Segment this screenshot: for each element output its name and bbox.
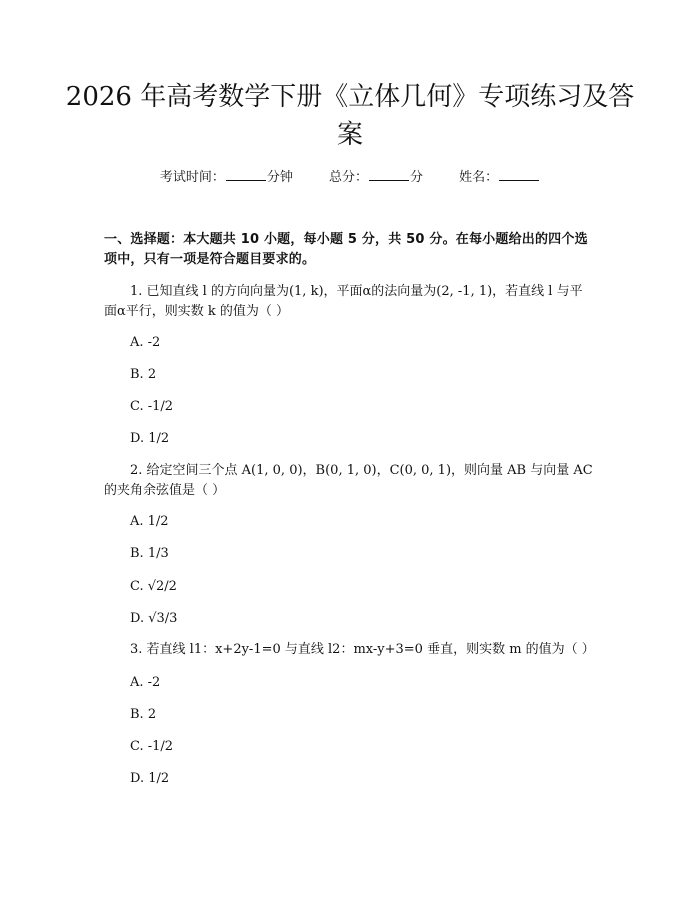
- question-2-option-c: C. √2/2: [130, 579, 177, 594]
- exam-info-row: [0, 168, 700, 188]
- question-3-option-d: D. 1/2: [130, 771, 170, 786]
- exam-time-blank: [226, 168, 266, 181]
- question-2-option-d: D. √3/3: [130, 611, 178, 626]
- question-3-option-a: A. -2: [130, 675, 161, 690]
- question-1-option-a: A. -2: [130, 335, 161, 350]
- exam-time-label: 考试时间：: [159, 170, 225, 185]
- question-1-text: 1. 已知直线 l 的方向向量为(1, k)，平面α的法向量为(2, -1, 1)，若直线 l 与平面α平行，则实数 k 的值为（ ）: [104, 284, 583, 319]
- student-name-label: 姓名：: [459, 170, 499, 185]
- total-score-blank: [369, 168, 409, 181]
- question-3-text: 3. 若直线 l1：x+2y-1=0 与直线 l2：mx-y+3=0 垂直，则实数 m 的值为（ ）: [130, 642, 595, 657]
- question-3-option-b: B. 2: [130, 707, 157, 722]
- exam-time-field: [160, 168, 293, 188]
- question-2-text: 2. 给定空间三个点 A(1, 0, 0)，B(0, 1, 0)，C(0, 0, 1)，则向量 AB 与向量 AC 的夹角余弦值是（ ）: [104, 463, 593, 498]
- question-2-option-b: B. 1/3: [130, 546, 169, 561]
- question-1-option-d: D. 1/2: [130, 431, 170, 446]
- student-name-field: [459, 168, 540, 188]
- question-1-option-b: B. 2: [130, 367, 157, 382]
- question-1-option-c: C. -1/2: [130, 399, 174, 414]
- total-score-field: [329, 168, 423, 188]
- exam-time-unit: 分钟: [266, 170, 293, 185]
- question-2-option-a: A. 1/2: [130, 514, 169, 529]
- document-title: 2026 年高考数学下册《立体几何》专项练习及答案: [65, 82, 635, 150]
- student-name-blank: [499, 168, 539, 181]
- total-score-unit: 分: [410, 170, 424, 185]
- question-3-option-c: C. -1/2: [130, 739, 174, 754]
- total-score-label: 总分：: [328, 170, 368, 185]
- section-heading: 一、选择题：本大题共 10 小题，每小题 5 分，共 50 分。在每小题给出的四个选项中，只有一项是符合题目要求的。: [104, 232, 588, 267]
